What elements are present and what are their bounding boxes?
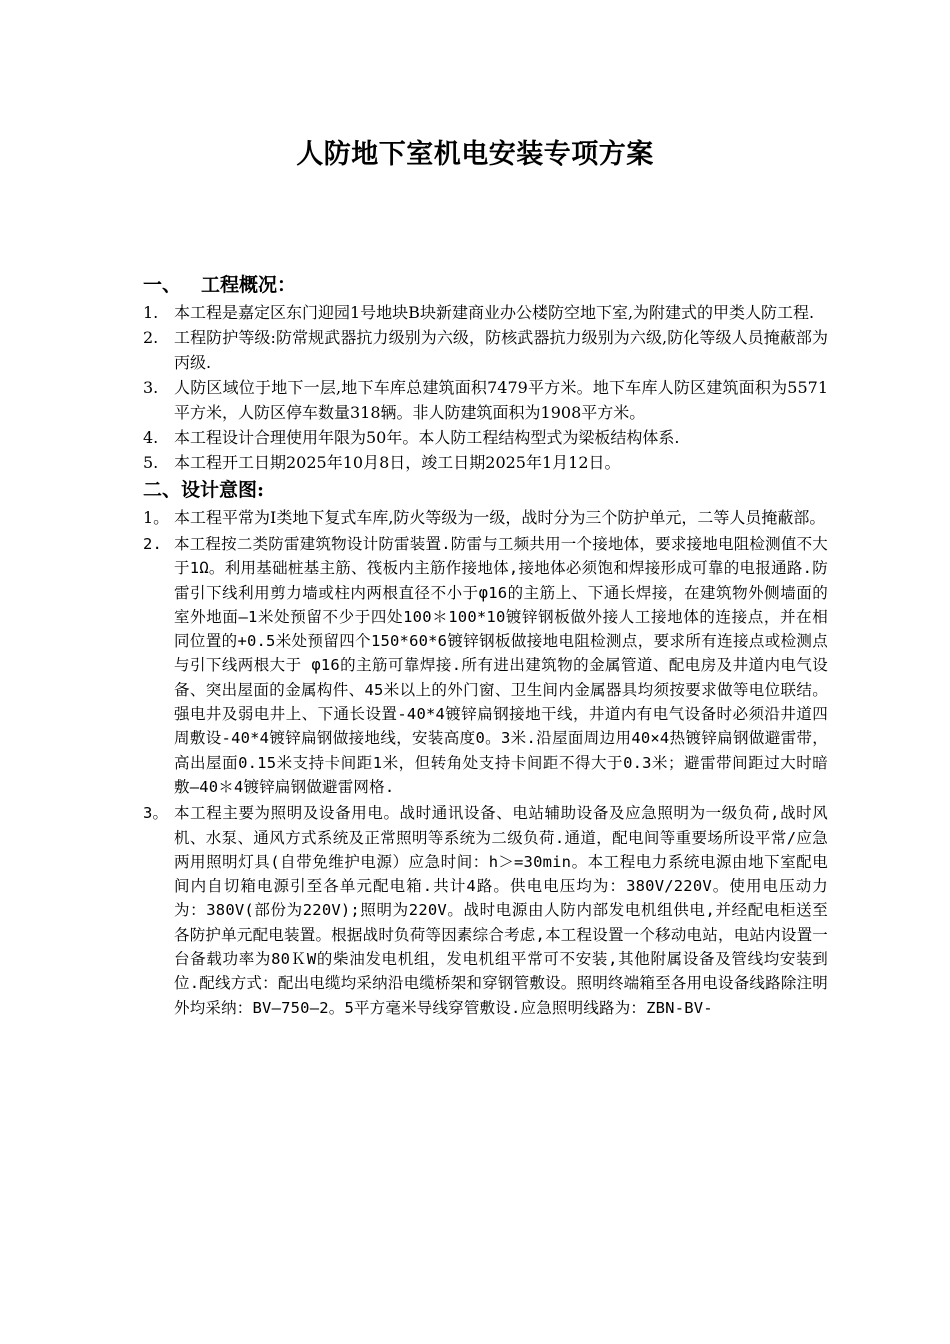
- item-text: 本工程主要为照明及设备用电。战时通讯设备、电站辅助设备及应急照明为一级负荷,战时风机、水泵、通风方式系统及正常照明等系统为二级负荷.通道，配电间等重要场所设平常/应急两用照明灯具(自带免维护电源）应急时间：h＞=30min。本工程电力系统电源由地下室配电间内自切箱电源引至各单元配电箱.共计4路。供电电压均为：380V/220V。使用电压动力为：380V(部份为220V);照明为220V。战时电源由人防内部发电机组供电,并经配电柜送至各防护单元配电装置。根据战时负荷等因素综合考虑,本工程设置一个移动电站，电站内设置一台备载功率为80ＫW的柴油发电机组，发电机组平常可不安装,其他附属设备及管线均安装到位.配线方式：配出电缆均采纳沿电缆桥架和穿钢管敷设。照明终端箱至各用电设备线路除注明外均采纳：BV—750—2。5平方毫米导线穿管敷设.应急照明线路为：ZBN-BV-: [174, 804, 828, 1017]
- list-item: [143, 532, 828, 799]
- item-number: 1.: [143, 303, 159, 322]
- item-text: 本工程按二类防雷建筑物设计防雷装置.防雷与工频共用一个接地体，要求接地电阻检测值不大于1Ω。利用基础桩基主筋、筏板内主筋作接地体,接地体必须饱和焊接形成可靠的电报通路.防雷引下线利用剪力墙或柱内两根直径不小于φ16的主筋上、下通长焊接，在建筑物外侧墙面的室外地面—1米处预留不少于四处100＊100*10镀锌钢板做外接人工接地体的连接点，并在相同位置的+0.5米处预留四个150*60*6镀锌钢板做接地电阻检测点，要求所有连接点或检测点与引下线两根大于 φ16的主筋可靠焊接.所有进出建筑物的金属管道、配电房及井道内电气设备、突出屋面的金属构件、45米以上的外门窗、卫生间内金属器具均须按要求做等电位联结。强电井及弱电井上、下通长设置-40*4镀锌扁钢接地干线，井道内有电气设备时必须沿井道四周敷设-40*4镀锌扁钢做接地线，安装高度0。3米.沿屋面周边用40×4热镀锌扁钢做避雷带，高出屋面0.15米支持卡间距1米，但转角处支持卡间距不得大于0.3米；避雷带间距过大时暗敷—40＊4镀锌扁钢做避雷网格.: [174, 535, 828, 796]
- item-number: 1。: [143, 508, 170, 527]
- item-number: 5.: [143, 453, 159, 472]
- item-text: 本工程是嘉定区东门迎园1号地块B块新建商业办公楼防空地下室,为附建式的甲类人防工程.: [174, 303, 815, 322]
- item-text: 工程防护等级:防常规武器抗力级别为六级，防核武器抗力级别为六级,防化等级人员掩蔽部为丙级.: [174, 328, 828, 372]
- item-text: 人防区域位于地下一层,地下车库总建筑面积7479平方米。地下车库人防区建筑面积为5571平方米，人防区停车数量318辆。非人防建筑面积为1908平方米。: [174, 378, 828, 422]
- section-number: 二、: [143, 479, 182, 501]
- list-item: [143, 505, 828, 530]
- list-item: [143, 375, 828, 425]
- section-title: 设计意图:: [181, 479, 265, 501]
- item-number: 4.: [143, 428, 159, 447]
- list-item: [143, 801, 828, 1020]
- item-text: 本工程设计合理使用年限为50年。本人防工程结构型式为梁板结构体系.: [174, 428, 680, 447]
- list-item: [143, 325, 828, 375]
- list-item: [143, 450, 828, 475]
- document-body: [143, 270, 828, 1020]
- item-text: 本工程平常为Ⅰ类地下复式车库,防火等级为一级，战时分为三个防护单元，二等人员掩蔽部。: [174, 508, 826, 527]
- item-number: 3。: [143, 804, 169, 823]
- section-number: 一、: [143, 274, 182, 296]
- item-number: 2.: [143, 535, 163, 553]
- document-title: 人防地下室机电安装专项方案: [296, 139, 654, 170]
- section-heading: [143, 270, 828, 300]
- item-number: 2.: [143, 328, 159, 347]
- section-title: 工程概况：: [201, 274, 297, 296]
- section-heading: [143, 475, 828, 505]
- list-item: [143, 425, 828, 450]
- item-text: 本工程开工日期2025年10月8日，竣工日期2025年1月12日。: [174, 453, 621, 472]
- item-number: 3.: [143, 378, 159, 397]
- list-item: [143, 300, 828, 325]
